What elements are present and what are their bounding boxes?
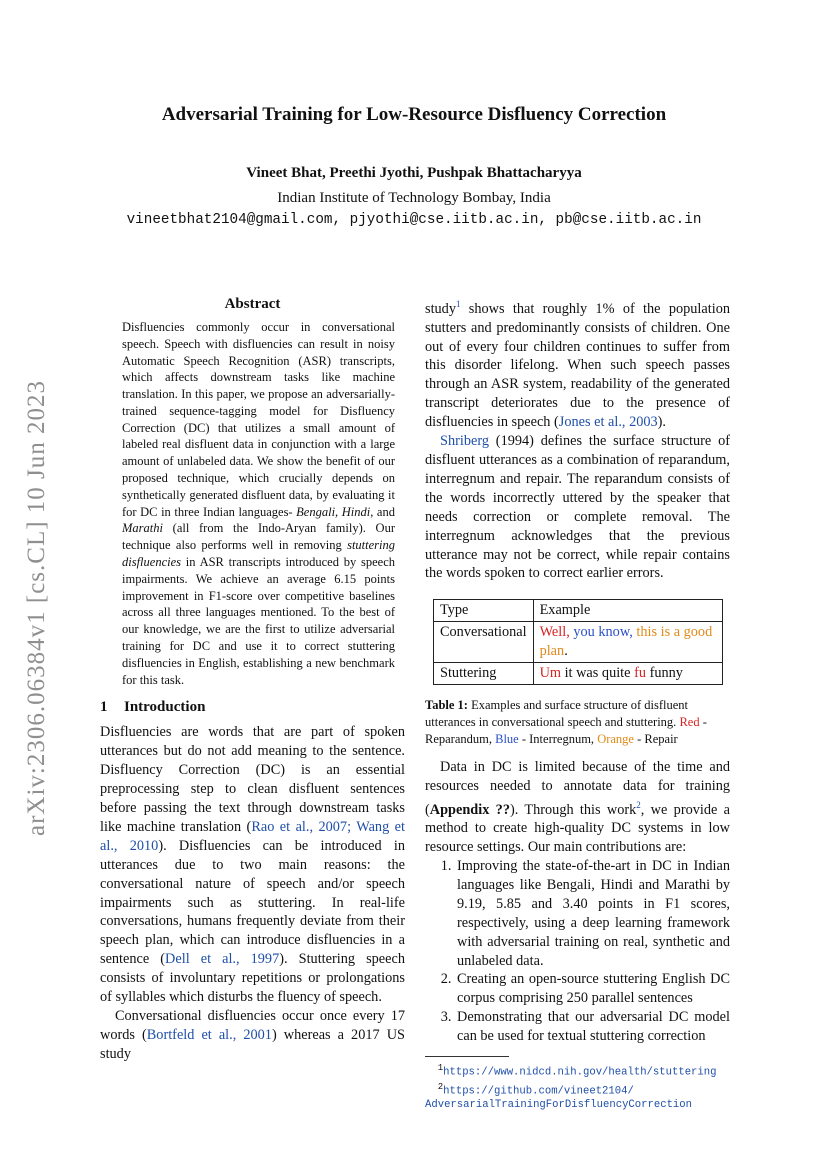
right-column: [425, 295, 730, 1112]
citation-bortfeld[interactable]: Bortfeld et al., 2001: [146, 1026, 272, 1043]
citation-rao-wang[interactable]: Rao et al., 2007; Wang et al., 2010: [100, 818, 405, 854]
table-1: [433, 599, 723, 685]
affiliation: Indian Institute of Technology Bombay, India: [277, 190, 551, 206]
data-paragraph: Data in DC is limited because of the time and resources needed to annotate data for training (Appendix ??). Through this work$^2$, we provide a method to create high-quality DC systems in low resource settings. Our main contributions are:: [425, 758, 731, 856]
intro-paragraph-2-continued: study$^1$ shows that roughly 1% of the population stutters and predominantly consists of children. One out of every four children continues to suffer from this disorder lifelong. When such speech passes through an ASR system, readability of the generated transcript deteriorates due to the presence of disfluencies in speech (Jones et al., 2003).: [425, 299, 730, 431]
table-header-type: Type: [434, 600, 534, 622]
citation-jones[interactable]: Jones et al., 2003: [558, 414, 658, 431]
footnote-1: $^1$https://www.nidcd.nih.gov/health/stuttering: [437, 1063, 717, 1079]
footnote-1-link[interactable]: https://www.nidcd.nih.gov/health/stuttering: [443, 1066, 717, 1079]
left-column: [100, 295, 405, 1064]
appendix-reference[interactable]: Appendix ??: [429, 801, 510, 818]
footnote-2-link[interactable]: https://github.com/vineet2104/: [443, 1085, 634, 1098]
paper-title: Adversarial Training for Low-Resource Disfluency Correction: [161, 104, 667, 125]
contributions-list: [425, 857, 730, 1046]
list-item: 3. Demonstrating that our adversarial DC model can be used for textual stuttering correction: [455, 1008, 730, 1046]
citation-shriberg[interactable]: Shriberg: [440, 433, 489, 450]
abstract-heading: Abstract: [224, 296, 281, 312]
list-item: 1. Improving the state-of-the-art in DC in Indian languages like Bengali, Hindi and Marathi by 9.19, 5.85 and 3.40 points in F1 scores, respectively, using a deep learning framework with adversarial training on real, synthetic and unlabeled data.: [455, 857, 730, 970]
footnote-mark-1[interactable]: 1: [455, 299, 461, 309]
footnote-divider: [425, 1056, 509, 1057]
footnote-2-link-continued[interactable]: AdversarialTrainingForDisfluencyCorrection: [425, 1099, 693, 1112]
footnote-2: $^2$https://github.com/vineet2104/: [437, 1081, 634, 1098]
table-row-stuttering: Stuttering Um it was quite fu funny: [434, 663, 723, 685]
footnote-mark-2[interactable]: 2: [636, 799, 641, 810]
intro-paragraph-2: Conversational disfluencies occur once every 17 words (Bortfeld et al., 2001) whereas a 2017 US study: [100, 1007, 405, 1062]
table-header-example: Example: [533, 600, 722, 622]
author-emails: vineetbhat2104@gmail.com, pjyothi@cse.iitb.ac.in, pb@cse.iitb.ac.in: [126, 212, 702, 228]
section-heading-introduction: 1 Introduction: [100, 699, 206, 716]
footnote-2-continued: [425, 1098, 730, 1112]
abstract-body: Disfluencies commonly occur in conversational speech. Speech with disfluencies can result in noisy Automatic Speech Recognition (ASR) transcripts, which affects downstream tasks like machine translation. In this paper, we propose an adversarially-trained sequence-tagging model for Disfluency Correction (DC) that utilizes a small amount of labeled real disfluent data in conjunction with a large amount of unlabeled data. We show the benefit of our proposed technique, which crucially depends on synthetically generated disfluent data, by evaluating it for DC in three Indian languages- Bengali, Hindi, and Marathi (all from the Indo-Aryan family). Our technique also performs well in removing stuttering disfluencies in ASR transcripts introduced by speech impairments. We achieve an average 6.15 points improvement in F1-score over competitive baselines across all three languages mentioned. To the best of our knowledge, we are the first to utilize adversarial training for DC and use it to correct stuttering disfluencies in English, establishing a new benchmark for this task.: [122, 319, 395, 687]
intro-paragraph-3: Shriberg (1994) defines the surface structure of disfluent utterances as a combination of reparandum, interregnum and repair. The reparandum consists of the words incorrectly uttered by the speaker that needs correction or complete removal. The interregnum acknowledges that the previous utterance may not be correct, while repair contains the words spoken to correct earlier errors.: [425, 433, 730, 582]
arxiv-identifier: arXiv:2306.06384v1 [cs.CL] 10 Jun 2023: [23, 379, 50, 837]
table-header-row: [434, 600, 723, 622]
intro-paragraph-1: Disfluencies are words that are part of spoken utterances but do not add meaning to the sentence. Disfluency Correction (DC) is an essential preprocessing step to clean disfluent sentences before passing the text through downstream tasks like machine translation (Rao et al., 2007; Wang et al., 2010). Disfluencies can be introduced in utterances due to two main reasons: the conversational nature of speech and/or speech impairments such as stuttering. In real-life conversations, humans frequently deviate from their speech plan, which can introduce disfluencies in a sentence (Dell et al., 1997). Stuttering speech consists of involuntary repetitions or prolongations of syllables which disturbs the fluency of speech.: [100, 724, 406, 1006]
table-row-conversational: Conversational Well, you know, this is a good plan.: [434, 622, 723, 663]
list-item: 2. Creating an open-source stuttering English DC corpus comprising 250 parallel sentences: [455, 970, 730, 1008]
author-list: Vineet Bhat, Preethi Jyothi, Pushpak Bhattacharyya: [246, 165, 582, 181]
table-1-caption: Table 1: Examples and surface structure of disfluent utterances in conversational speech and stuttering. Red - Reparandum, Blue - Interregnum, Orange - Repair: [425, 698, 707, 746]
citation-dell[interactable]: Dell et al., 1997: [165, 951, 280, 968]
